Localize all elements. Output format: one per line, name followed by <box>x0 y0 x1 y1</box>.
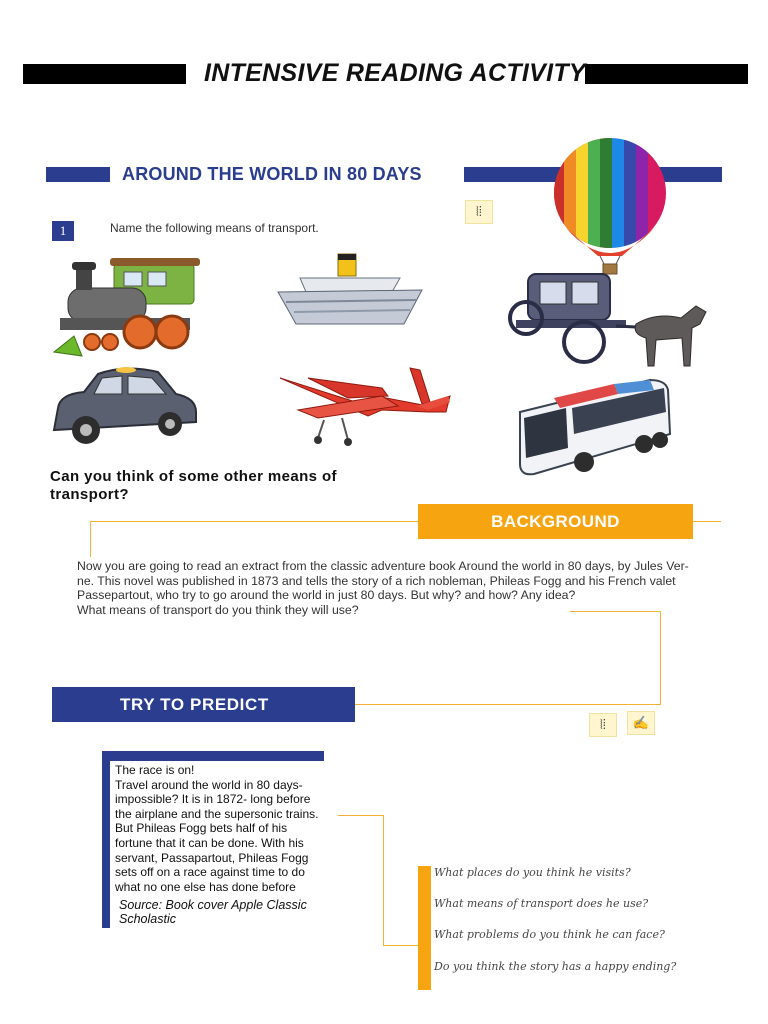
story-source <box>119 898 339 926</box>
cruise-ship-image <box>272 252 427 332</box>
background-line: ne. This novel was published in 1873 and tells the story of a rich nobleman, Phileas Fogg and his French valet <box>77 573 676 588</box>
story-line: impossible? It is in 1872- long before <box>115 792 311 807</box>
prediction-question: Do you think the story has a happy ending? <box>434 960 677 973</box>
pair-work-icon: ⦚⦙ <box>465 200 493 224</box>
prediction-question: What places do you think he visits? <box>434 866 631 879</box>
bus-image <box>514 378 674 482</box>
connector-line <box>338 815 384 816</box>
car-image <box>50 364 200 452</box>
connector-line <box>355 704 661 705</box>
story-line: The race is on! <box>115 763 195 777</box>
story-line: the airplane and the supersonic trains. <box>115 806 319 821</box>
try-to-predict-label: TRY TO PREDICT <box>120 695 269 714</box>
question-line: transport? <box>50 486 129 503</box>
airplane-image <box>278 366 456 448</box>
header-bar-right <box>585 64 748 84</box>
section-title: AROUND THE WORLD IN 80 DAYS <box>122 164 422 184</box>
section-bar-left <box>46 167 110 182</box>
story-box-top-bar <box>102 751 324 761</box>
writing-icon: ✍ <box>627 711 655 735</box>
story-box-left-bar <box>102 751 110 928</box>
story-line: Travel around the world in 80 days- <box>115 777 303 792</box>
try-to-predict-heading <box>52 687 355 722</box>
connector-line <box>383 945 418 946</box>
page-title: INTENSIVE READING ACTIVITY <box>204 59 586 87</box>
questions-accent-bar <box>418 866 431 990</box>
question-line: Can you think of some other means of <box>50 468 337 485</box>
story-line: sets off on a race against time to do <box>115 865 305 880</box>
source-line: Source: Book cover Apple Classic <box>119 898 307 912</box>
story-line: But Phileas Fogg bets half of his <box>115 821 288 836</box>
header-bar-left <box>23 64 186 84</box>
prediction-question: What problems do you think he can face? <box>434 928 665 941</box>
exercise-number: 1 <box>52 221 74 241</box>
horse-carriage-image <box>506 266 716 386</box>
question-other-transport <box>50 468 390 504</box>
background-line: Now you are going to read an extract from the classic adventure book Around the world in 80 days, by Jules Ver- <box>77 559 689 573</box>
prediction-question: What means of transport does he use? <box>434 897 649 910</box>
exercise-instruction: Name the following means of transport. <box>110 221 319 235</box>
connector-line <box>383 815 384 946</box>
background-line: Passepartout, who try to go around the world in just 80 days. But why? and how? Any idea? <box>77 588 576 602</box>
pair-work-icon: ⦚⦙ <box>589 713 617 737</box>
background-paragraph <box>77 559 737 617</box>
connector-line <box>693 521 721 522</box>
connector-line <box>90 521 418 522</box>
story-line: fortune that it can be done. With his <box>115 835 304 850</box>
story-line: what no one else has done before <box>115 879 296 894</box>
connector-line <box>660 611 661 704</box>
steam-train-image <box>52 252 202 360</box>
background-line: What means of transport do you think they will use? <box>77 602 359 617</box>
background-heading: BACKGROUND <box>418 504 693 539</box>
source-line: Scholastic <box>119 912 176 926</box>
hot-air-balloon-image <box>550 138 670 278</box>
story-line: servant, Passapartout, Phileas Fogg <box>115 850 309 865</box>
connector-line <box>570 611 661 612</box>
connector-line <box>90 521 91 557</box>
story-text <box>115 763 337 894</box>
